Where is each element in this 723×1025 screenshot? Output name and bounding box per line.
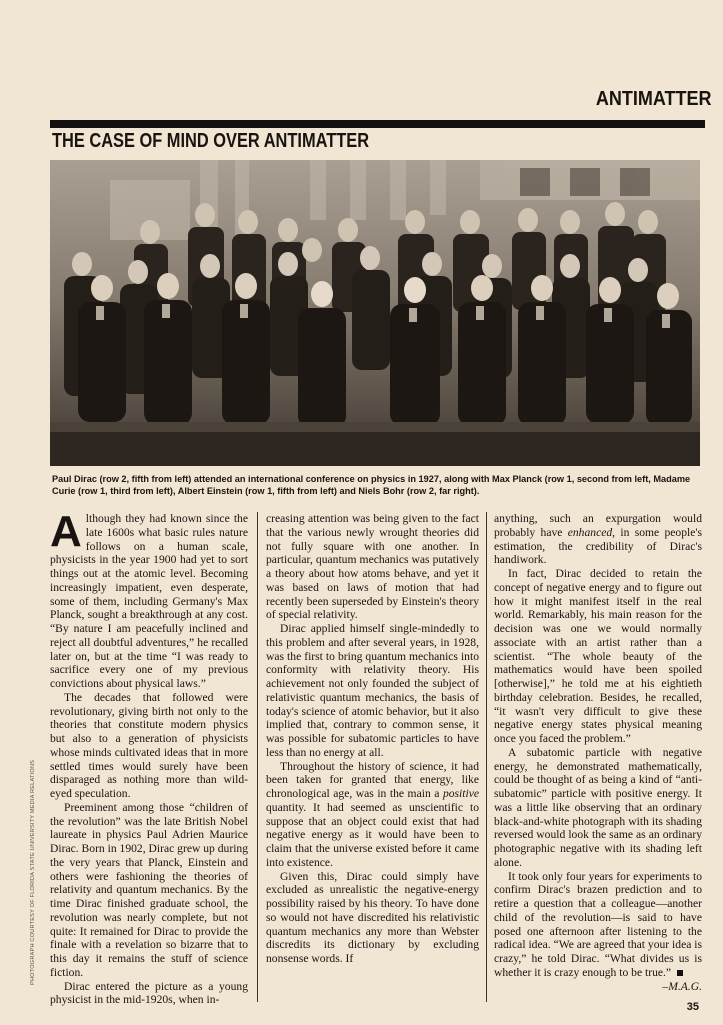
paragraph bbox=[50, 507, 248, 691]
article-column-2 bbox=[266, 512, 479, 966]
header-rule bbox=[50, 120, 705, 128]
paragraph-text: quantity. It had seemed as unscientific to suppose that an object could exist that had negative energy as it would have been to claim that the universe existed before it came into existence. bbox=[266, 800, 479, 869]
article-column-3 bbox=[494, 512, 702, 993]
paragraph bbox=[494, 870, 702, 980]
paragraph: A subatomic particle with negative energy, he demonstrated mathematically, could be thought of as being a kind of “anti-subatomic” particle with positive energy. It was a little like observing that an ordinary black-and-white photograph with its shading reversed would look the same as an ordinary photographic negative with its shading left alone. bbox=[494, 745, 702, 869]
emphasis: positive bbox=[442, 787, 479, 800]
paragraph-text: It took only four years for experiments to confirm Dirac's brazen prediction and to retire a question that a colleague—another child of the revolution—is said to have posed one afternoon after listening to the radical idea. “We are agreed that your idea is crazy,” he told Dirac. “What divides us is whether it is crazy enough to be true.” bbox=[494, 869, 702, 979]
article-column-1 bbox=[50, 507, 249, 1007]
paragraph: Dirac applied himself single-mindedly to this problem and after several years, in 1928, was the first to bring quantum mechanics into conformity with relativity theory. His achievement not only founded the subject of relativistic quantum mechanics, the basis of today's science of atomic behavior, but it also implied that, contrary to common sense, it was possible for subatomic particles to have less than no energy at all. bbox=[266, 622, 479, 759]
paragraph bbox=[266, 760, 479, 870]
paragraph: The decades that followed were revolutionary, giving birth not only to the theories that constitute modern physics but also to a generation of physicists whose minds cultivated ideas that in more settled times would surely have been disparaged as nothing more than wild-eyed speculation. bbox=[50, 690, 248, 800]
photo-credit bbox=[30, 625, 40, 1025]
paragraph-text: anything, such an expurgation would probably have bbox=[494, 512, 702, 539]
paragraph-text: in some people's estimation, the credibility of Dirac's handiwork. bbox=[494, 525, 702, 567]
author-signature: –M.A.G. bbox=[662, 979, 702, 993]
photo-credit-text: PHOTOGRAPH COURTESY OF FLORIDA STATE UNIVERSITY MEDIA RELATIONS bbox=[30, 759, 36, 985]
page-number: 35 bbox=[686, 1001, 699, 1013]
end-mark-icon bbox=[677, 970, 683, 976]
drop-cap: A bbox=[50, 507, 82, 556]
emphasis: enhanced, bbox=[567, 525, 616, 539]
group-photograph bbox=[50, 160, 700, 466]
section-label: ANTIMATTER bbox=[595, 88, 711, 110]
paragraph: Given this, Dirac could simply have excluded as unrealistic the negative-energy possibility raised by his theory. To have done so would not have discredited his relativistic quantum mechanics any more than Webster discredits its dictionary by excluding nonsense words. If bbox=[266, 869, 479, 965]
paragraph: Preeminent among those “children of the revolution” was the late British Nobel laureate in physics Paul Adrien Maurice Dirac. Born in 1902, Dirac grew up during the very years that Planck, Einstein and others were fashioning the theories of relativity and quantum mechanics. By the time Dirac finished graduate school, the revolution was nearly complete, but not quite: It remained for Dirac to provide the finale with a revelation so bizarre that to this day it remains the stuff of science fiction. bbox=[50, 800, 249, 979]
paragraph: In fact, Dirac decided to retain the concept of negative energy and to figure out how it might manifest itself in the real world. Remarkably, his main reason for the decision was one we would normally associate with an artist rather than a scientist. “The whole beauty of the mathematics would have been spoiled [otherwise],” he told me at his eightieth birthday celebration. Besides, he recalled, “it wasn't very difficult to give these negative energy states physical meaning once you faced the problem.” bbox=[494, 567, 702, 745]
article-headline: THE CASE OF MIND OVER ANTIMATTER bbox=[52, 130, 370, 152]
column-divider bbox=[257, 512, 258, 1002]
paragraph-text: Throughout the history of science, it had been taken for granted that energy, like chronological age, was in the main a bbox=[266, 759, 479, 800]
paragraph-text: lthough they had known since the late 1600s what basic rules nature follows on a human scale, physicists in the year 1900 had yet to sort things out at the atomic level. Becoming increasingly impatient, even desperate, some of them, including Germany's Max Planck, sought a breakthrough at any cost. “By nature I am peacefully inclined and reject all doubtful adventures,” he recalled later on, but at the time “I was ready to sacrifice every one of my previous convictions about physical laws.” bbox=[50, 512, 248, 690]
paragraph: Dirac entered the picture as a young physicist in the mid-1920s, when in- bbox=[50, 979, 248, 1007]
paragraph bbox=[494, 512, 702, 567]
photo-caption: Paul Dirac (row 2, fifth from left) attended an international conference on physics in 1927, along with Max Planck (row 1, second from left, Madame Curie (row 1, third from left), Albert Einstein (row 1, fifth from left) and Niels Bohr (row 2, far right). bbox=[52, 474, 691, 496]
column-divider bbox=[486, 512, 487, 1002]
paragraph: creasing attention was being given to the fact that the various newly wrought theories did not fully square with one another. In particular, quantum mechanics was putatively a theory about how atoms behave, and yet it was based on laws of motion that had recently been superseded by Einstein's theory of special relativity. bbox=[266, 512, 479, 622]
